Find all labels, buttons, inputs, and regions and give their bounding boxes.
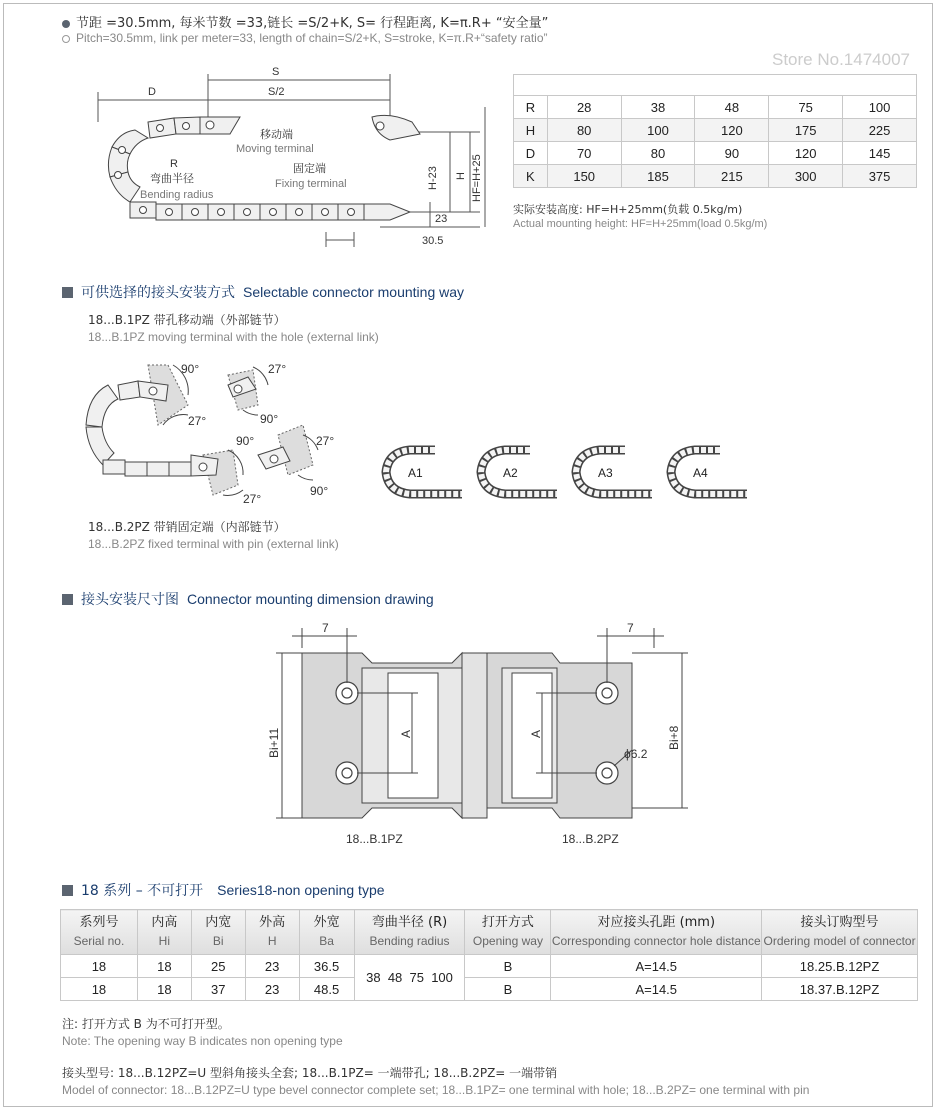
b2-title-en: 18...B.2PZ fixed terminal with pin (external link) (88, 537, 339, 551)
variant-4 (671, 450, 747, 494)
radius-row-label: K (514, 165, 548, 188)
radius-cell: 100 (621, 119, 695, 142)
bend-cn: 弯曲半径 (150, 172, 194, 185)
series-table (60, 909, 918, 1001)
radius-row (514, 119, 917, 142)
column-header (61, 910, 138, 955)
radius-cell: 215 (695, 165, 769, 188)
section-mounting-way-title: 可供选择的接头安装方式 Selectable connector mounting way (62, 282, 464, 302)
column-header-en: Opening way (472, 934, 543, 948)
radius-row (514, 165, 917, 188)
radius-cell: 375 (843, 165, 917, 188)
radius-cell: 175 (769, 119, 843, 142)
column-header-en: Serial no. (73, 934, 125, 948)
radius-row-label: H (514, 119, 548, 142)
variant-diagram (380, 440, 780, 505)
dim-7-left: 7 (322, 621, 329, 635)
variant-label: A2 (503, 466, 518, 480)
variant-chain-links (671, 450, 747, 494)
moving-cn: 移动端 (260, 128, 293, 141)
column-header (299, 910, 354, 955)
radius-cell: 90 (695, 142, 769, 165)
dim-7-right: 7 (627, 621, 634, 635)
column-header-cn: 系列号 (79, 915, 119, 930)
note1-cn: 注: 打开方式 B 为不可打开型。 (62, 1017, 230, 1031)
variant-chain-links (481, 450, 557, 494)
label-b2pz: 18...B.2PZ (562, 832, 619, 846)
column-header (551, 910, 762, 955)
dim-h23: H-23 (427, 166, 439, 190)
angle-label-8: 90° (310, 484, 329, 498)
variant-1 (386, 450, 462, 494)
radius-cell: 70 (547, 142, 621, 165)
column-header-en: Bi (212, 934, 224, 948)
radius-cell: 150 (547, 165, 621, 188)
note2-en: Model of connector: 18...B.12PZ=U type bevel connector complete set; 18...B.1PZ= one terminal with hole; 18...B.2PZ= one terminal with pin (62, 1083, 810, 1097)
dim-S2: S/2 (268, 86, 285, 98)
angle-label-5: 90° (236, 434, 255, 448)
fixing-cn: 固定端 (293, 162, 326, 175)
column-header-cn: 弯曲半径 (R) (371, 915, 448, 930)
dim-D: D (148, 86, 156, 98)
column-header-en: Hi (158, 934, 171, 948)
connector-dimension-drawing (262, 618, 702, 848)
column-header-en: H (267, 934, 277, 948)
bend-en: Bending radius (140, 189, 214, 201)
dim-305: 30.5 (422, 235, 444, 247)
column-header (762, 910, 918, 955)
radius-cell: 225 (843, 119, 917, 142)
intro-line-en: Pitch=30.5mm, link per meter=33, length of chain=S/2+K, S=stroke, K=π.R+“safety ratio” (62, 31, 548, 45)
radius-cell: 28 (547, 96, 621, 119)
bending-radius-cell: 38 48 75 100 (354, 955, 465, 1001)
radius-row-label: R (514, 96, 548, 119)
variant-2 (481, 450, 557, 494)
column-header-en: Bending radius (369, 934, 450, 948)
column-header (245, 910, 299, 955)
column-header-cn: 内高 (151, 915, 178, 930)
dim-S: S (272, 66, 280, 78)
table-row: 18 18 25 23 36.5 38 48 75 100 B A=14.5 18.25.B.12PZ (61, 955, 918, 978)
store-watermark: Store No.1474007 (772, 50, 910, 69)
radius-row (514, 142, 917, 165)
note1-en: Note: The opening way B indicates non opening type (62, 1034, 343, 1048)
fixing-en: Fixing terminal (275, 178, 347, 190)
section-dimension-title: 接头安装尺寸图 Connector mounting dimension drawing (62, 589, 434, 609)
radius-cell: 48 (695, 96, 769, 119)
column-header-cn: 对应接头孔距 (mm) (597, 915, 716, 930)
mount-note-cn: 实际安装高度: HF=H+25mm(负载 0.5kg/m) (513, 203, 743, 216)
column-header (137, 910, 191, 955)
dim-H: H (455, 172, 467, 180)
radius-cell: 80 (621, 142, 695, 165)
angle-label-2: 27° (188, 414, 207, 428)
moving-en: Moving terminal (236, 143, 314, 155)
dim-A-right: A (529, 729, 543, 738)
square-icon (62, 885, 73, 896)
variant-label: A4 (693, 466, 708, 480)
radius-cell: 120 (695, 119, 769, 142)
column-header-cn: 外宽 (313, 915, 340, 930)
dim-bi11: Bi+11 (267, 727, 281, 758)
note2-cn: 接头型号: 18...B.12PZ=U 型斜角接头全套; 18...B.1PZ= 一端带孔; 18...B.2PZ= 一端带销 (62, 1066, 558, 1080)
angle-label-7: 27° (316, 434, 335, 448)
column-header (465, 910, 551, 955)
radius-cell: 145 (843, 142, 917, 165)
column-header-cn: 内宽 (205, 915, 232, 930)
label-b1pz: 18...B.1PZ (346, 832, 403, 846)
b2-title-cn: 18...B.2PZ 带销固定端（内部链节） (88, 520, 286, 534)
b1-title-en: 18...B.1PZ moving terminal with the hole (external link) (88, 330, 379, 344)
b1-title-cn: 18...B.1PZ 带孔移动端（外部链节） (88, 313, 286, 327)
angle-label-1: 90° (181, 362, 200, 376)
radius-cell: 120 (769, 142, 843, 165)
table-row: 18 18 37 23 48.5 B A=14.5 18.37.B.12PZ (61, 978, 918, 1001)
column-header-en: Corresponding connector hole distance (551, 934, 761, 948)
variant-label: A3 (598, 466, 613, 480)
bullet-icon (62, 20, 70, 28)
square-icon (62, 594, 73, 605)
column-header (191, 910, 245, 955)
dim-phi: ϕ6.2 (624, 747, 648, 761)
angle-label-3: 27° (268, 362, 287, 376)
column-header-en: Ba (319, 934, 334, 948)
radius-cell: 38 (621, 96, 695, 119)
bullet-outline-icon (62, 35, 70, 43)
dim-bi8: Bi+8 (667, 725, 681, 750)
mounting-angle-diagram (78, 355, 378, 515)
radius-row (514, 96, 917, 119)
angle-label-4: 90° (260, 412, 279, 426)
radius-table (513, 74, 917, 188)
column-header-cn: 外高 (259, 915, 286, 930)
column-header-en: Ordering model of connector (763, 934, 916, 948)
variant-chain-links (576, 450, 652, 494)
dim-hf: HF=H+25 (471, 154, 483, 202)
variant-3 (576, 450, 652, 494)
mount-note-en: Actual mounting height: HF=H+25mm(load 0.5kg/m) (513, 218, 768, 230)
dim-A-left: A (399, 729, 413, 738)
angle-label-6: 27° (243, 492, 262, 506)
column-header-cn: 接头订购型号 (800, 915, 879, 930)
radius-cell: 80 (547, 119, 621, 142)
column-header-cn: 打开方式 (481, 915, 534, 930)
variant-chain-links (386, 450, 462, 494)
radius-row-label: D (514, 142, 548, 165)
radius-cell: 185 (621, 165, 695, 188)
radius-cell: 100 (843, 96, 917, 119)
dim-23: 23 (435, 213, 448, 225)
column-header (354, 910, 465, 955)
variant-label: A1 (408, 466, 423, 480)
chain-diagram (90, 62, 500, 252)
square-icon (62, 287, 73, 298)
intro-line-cn: 节距 =30.5mm, 每米节数 =33,链长 =S/2+K, S= 行程距离, K=π.R+ “安全量” (62, 12, 548, 31)
section-series-title: 18 系列 – 不可打开 Series18-non opening type (62, 880, 385, 900)
radius-cell: 300 (769, 165, 843, 188)
dim-R: R (170, 158, 178, 170)
radius-cell: 75 (769, 96, 843, 119)
